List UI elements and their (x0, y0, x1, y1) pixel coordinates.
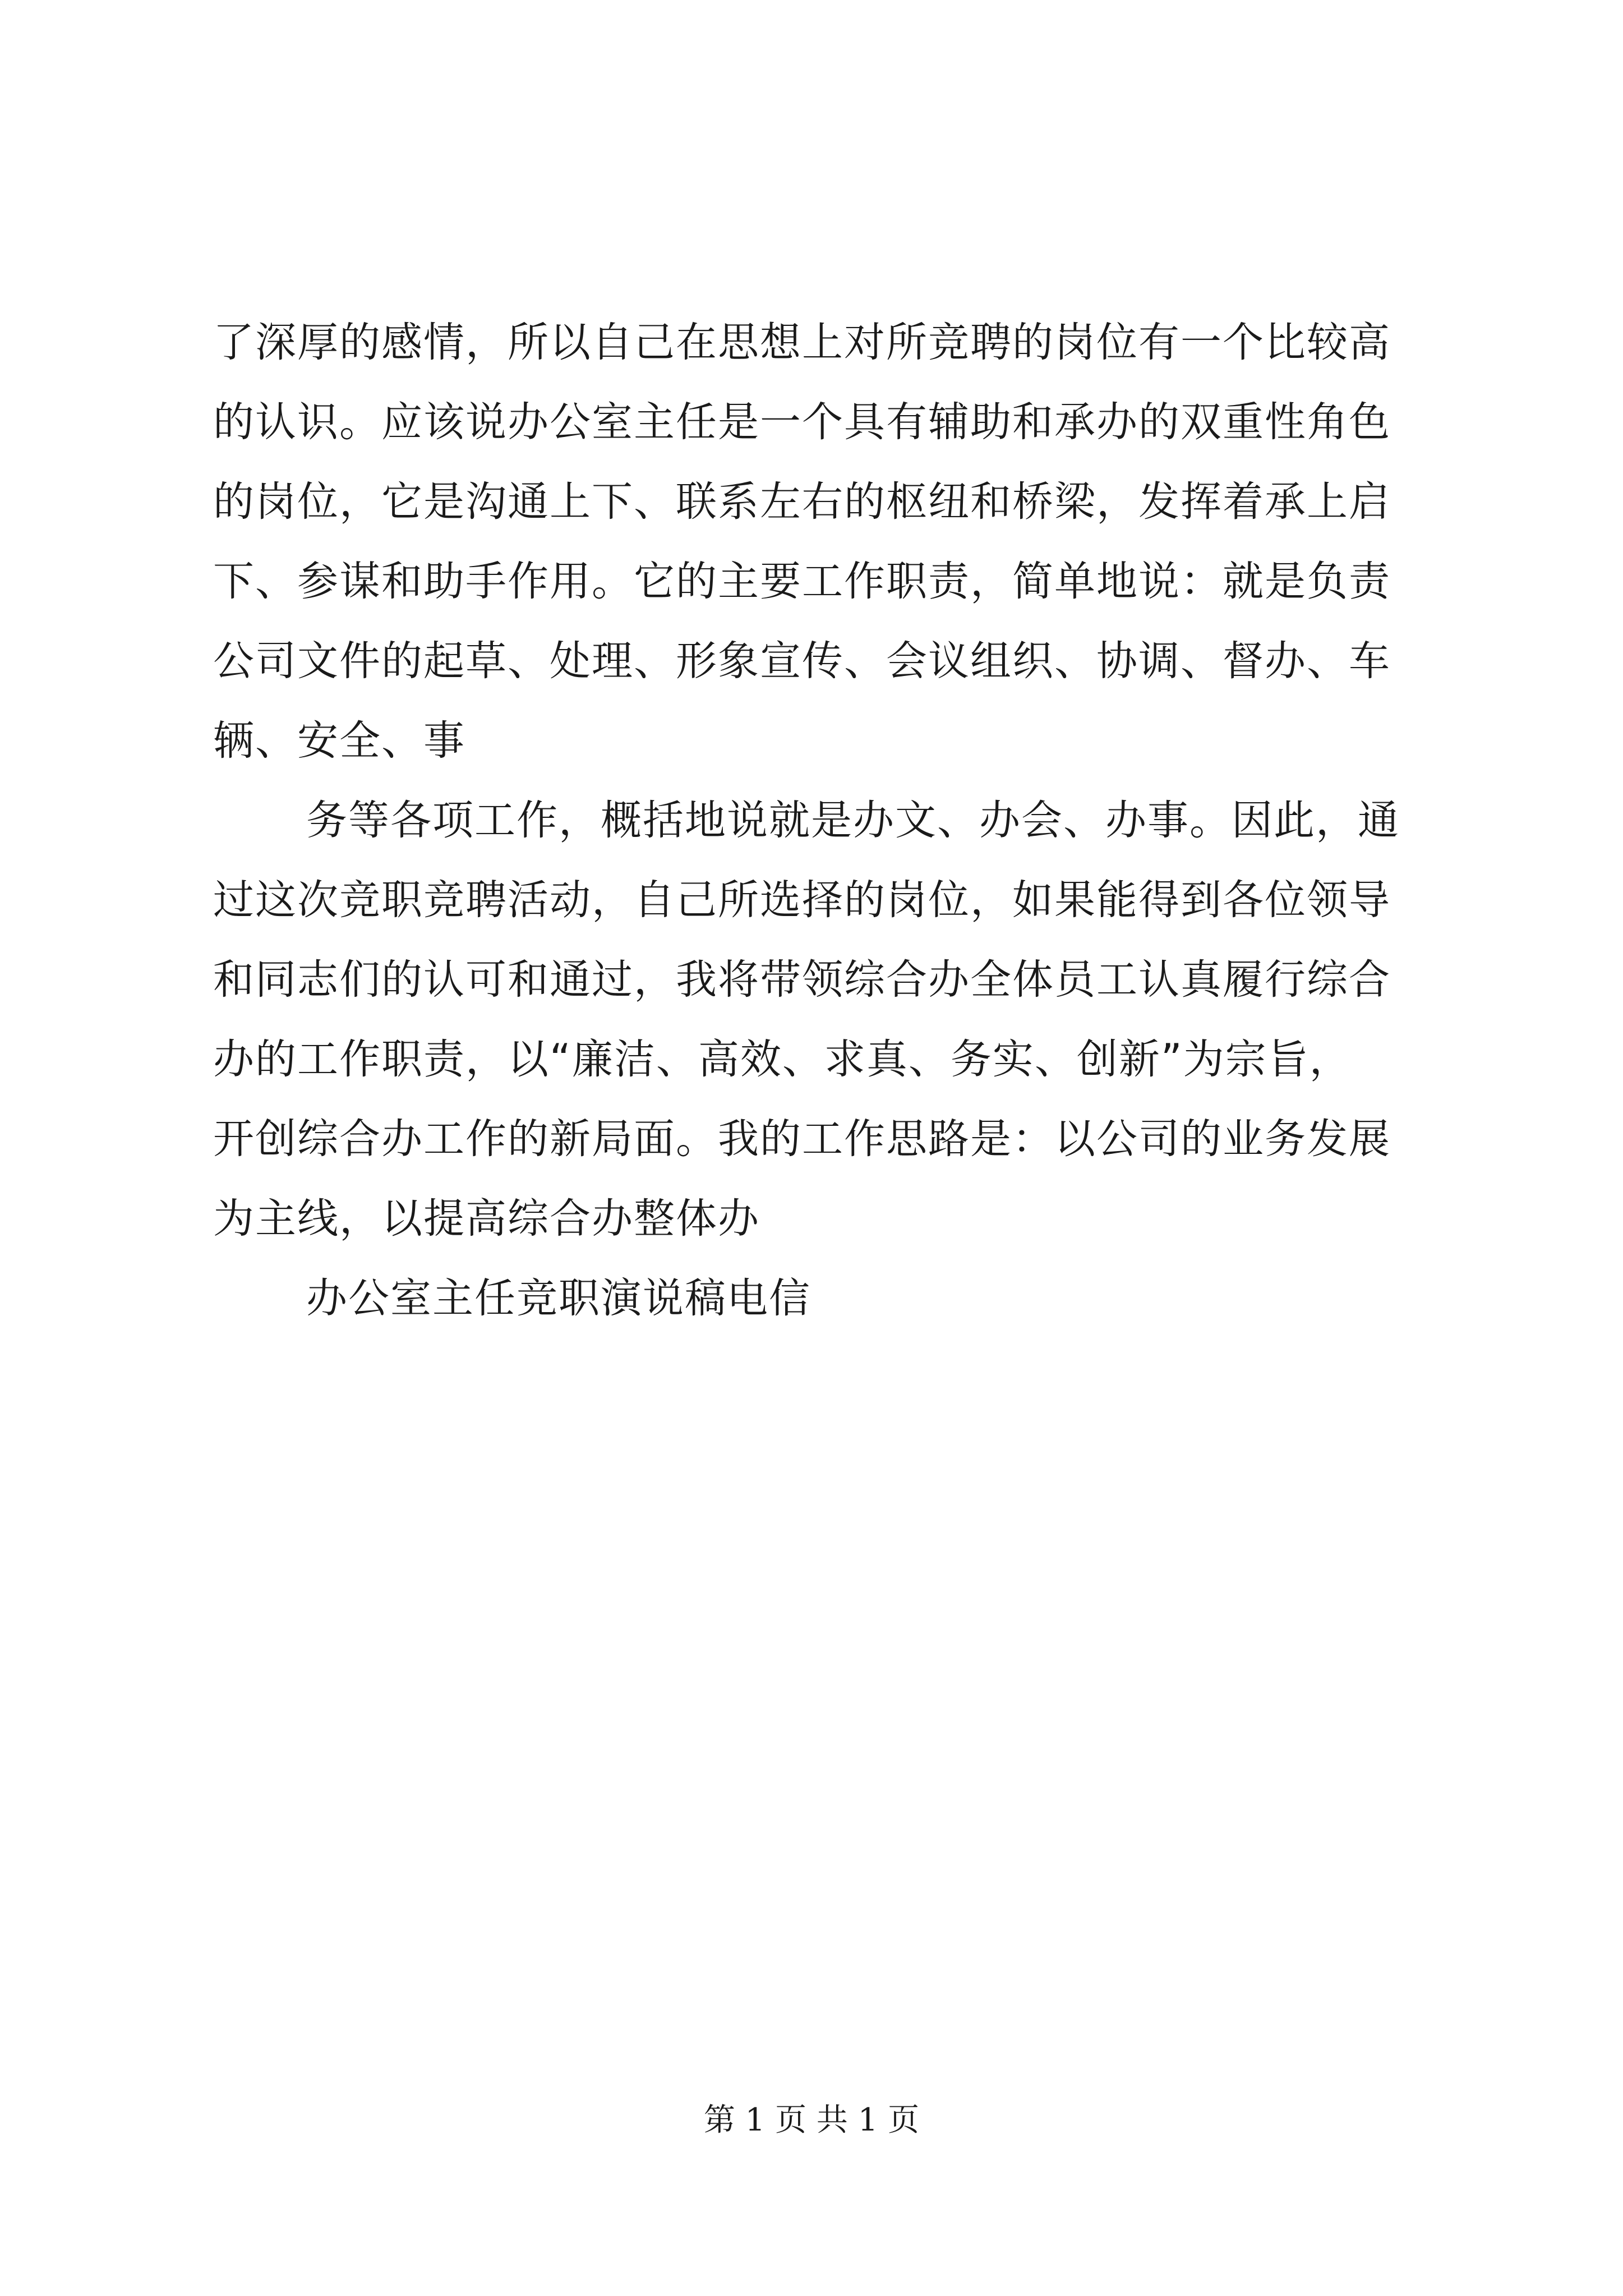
text-line: 办的工作职责，以“廉洁、高效、求真、务实、创新”为宗旨， (213, 1036, 1352, 1083)
text-line: 的认识。应该说办公室主任是一个具有辅助和承办的双重性角色 (213, 398, 1391, 446)
text-line: 辆、安全、事 (213, 717, 465, 765)
text-line: 的岗位，它是沟通上下、联系左右的枢纽和桥梁，发挥着承上启 (213, 478, 1391, 526)
text-line: 办公室主任竞职演说稿电信 (306, 1274, 811, 1322)
text-line: 下、参谋和助手作用。它的主要工作职责，简单地说：就是负责 (213, 558, 1391, 605)
text-line: 开创综合办工作的新局面。我的工作思路是：以公司的业务发展 (213, 1115, 1391, 1163)
text-line: 了深厚的感情，所以自己在思想上对所竞聘的岗位有一个比较高 (213, 319, 1391, 366)
text-line: 务等各项工作，概括地说就是办文、办会、办事。因此，通 (306, 797, 1400, 844)
text-line: 为主线，以提高综合办整体办 (213, 1195, 760, 1243)
page-footer: 第 1 页 共 1 页 (703, 2102, 920, 2138)
paragraph-3 (213, 1259, 1413, 1338)
text-line: 过这次竞职竞聘活动，自己所选择的岗位，如果能得到各位领导 (213, 876, 1391, 924)
text-line: 公司文件的起草、处理、形象宣传、会议组织、协调、督办、车 (213, 637, 1391, 685)
paragraph-1 (213, 303, 1413, 781)
text-line: 和同志们的认可和通过，我将带领综合办全体员工认真履行综合 (213, 956, 1391, 1004)
document-body (213, 303, 1413, 1338)
paragraph-2 (213, 781, 1413, 1259)
